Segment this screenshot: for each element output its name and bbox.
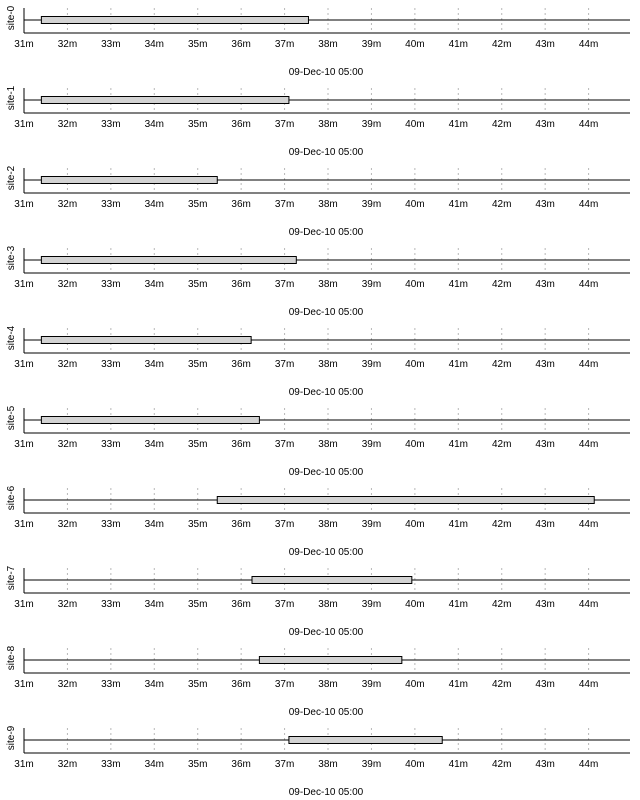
x-axis-label: 09-Dec-10 05:00 bbox=[288, 307, 364, 318]
tick-label: 43m bbox=[535, 199, 555, 210]
tick-label: 40m bbox=[405, 439, 425, 450]
tick-label: 37m bbox=[274, 119, 295, 130]
tick-label: 43m bbox=[535, 759, 555, 770]
x-axis-label: 09-Dec-10 05:00 bbox=[288, 467, 364, 478]
tick-label: 43m bbox=[535, 599, 555, 610]
tick-label: 34m bbox=[144, 599, 165, 610]
x-axis-label: 09-Dec-10 05:00 bbox=[288, 627, 364, 638]
timeline-bar bbox=[217, 497, 594, 504]
timeline-panel bbox=[6, 565, 630, 638]
tick-label: 41m bbox=[448, 359, 469, 370]
tick-label: 38m bbox=[318, 39, 338, 50]
tick-label: 37m bbox=[274, 359, 295, 370]
tick-label: 36m bbox=[231, 759, 251, 770]
tick-label: 38m bbox=[318, 519, 338, 530]
tick-label: 36m bbox=[231, 599, 251, 610]
site-label: site-8 bbox=[6, 645, 17, 671]
tick-label: 35m bbox=[187, 199, 208, 210]
timeline-bar bbox=[41, 17, 308, 24]
tick-label: 40m bbox=[405, 119, 425, 130]
tick-label: 31m bbox=[14, 679, 34, 690]
tick-label: 33m bbox=[101, 679, 121, 690]
tick-label: 31m bbox=[14, 199, 34, 210]
tick-label: 33m bbox=[101, 39, 121, 50]
timeline-panel bbox=[6, 85, 630, 158]
timeline-bar bbox=[289, 737, 442, 744]
tick-label: 39m bbox=[361, 599, 382, 610]
tick-label: 42m bbox=[492, 759, 512, 770]
tick-label: 41m bbox=[448, 759, 469, 770]
tick-label: 36m bbox=[231, 519, 251, 530]
tick-label: 43m bbox=[535, 119, 555, 130]
timeline-panel bbox=[6, 165, 630, 238]
tick-label: 39m bbox=[361, 679, 382, 690]
tick-label: 38m bbox=[318, 199, 338, 210]
timeline-bar bbox=[41, 417, 259, 424]
tick-label: 35m bbox=[187, 359, 208, 370]
tick-label: 44m bbox=[578, 359, 599, 370]
tick-label: 39m bbox=[361, 359, 382, 370]
site-label: site-3 bbox=[6, 245, 17, 271]
tick-label: 38m bbox=[318, 679, 338, 690]
tick-label: 42m bbox=[492, 39, 512, 50]
tick-label: 33m bbox=[101, 519, 121, 530]
tick-label: 38m bbox=[318, 279, 338, 290]
tick-label: 37m bbox=[274, 759, 295, 770]
tick-label: 41m bbox=[448, 39, 469, 50]
tick-label: 39m bbox=[361, 439, 382, 450]
tick-label: 38m bbox=[318, 599, 338, 610]
tick-label: 44m bbox=[578, 39, 599, 50]
tick-label: 33m bbox=[101, 759, 121, 770]
tick-label: 37m bbox=[274, 439, 295, 450]
tick-label: 36m bbox=[231, 119, 251, 130]
tick-label: 38m bbox=[318, 359, 338, 370]
tick-label: 40m bbox=[405, 679, 425, 690]
tick-label: 40m bbox=[405, 599, 425, 610]
tick-label: 37m bbox=[274, 679, 295, 690]
tick-label: 40m bbox=[405, 359, 425, 370]
tick-label: 37m bbox=[274, 519, 295, 530]
timeline-panel bbox=[6, 5, 630, 78]
tick-label: 34m bbox=[144, 359, 165, 370]
tick-label: 40m bbox=[405, 279, 425, 290]
tick-label: 31m bbox=[14, 599, 34, 610]
tick-label: 32m bbox=[57, 759, 78, 770]
tick-label: 37m bbox=[274, 279, 295, 290]
tick-label: 34m bbox=[144, 39, 165, 50]
tick-label: 33m bbox=[101, 279, 121, 290]
tick-label: 35m bbox=[187, 119, 208, 130]
tick-label: 35m bbox=[187, 759, 208, 770]
site-label: site-1 bbox=[6, 85, 17, 111]
timeline-bar bbox=[41, 337, 251, 344]
tick-label: 35m bbox=[187, 439, 208, 450]
tick-label: 36m bbox=[231, 439, 251, 450]
tick-label: 44m bbox=[578, 279, 599, 290]
site-label: site-5 bbox=[6, 405, 17, 431]
tick-label: 37m bbox=[274, 39, 295, 50]
tick-label: 35m bbox=[187, 279, 208, 290]
tick-label: 31m bbox=[14, 759, 34, 770]
tick-label: 31m bbox=[14, 439, 34, 450]
tick-label: 34m bbox=[144, 679, 165, 690]
tick-label: 34m bbox=[144, 119, 165, 130]
tick-label: 32m bbox=[57, 439, 78, 450]
tick-label: 42m bbox=[492, 599, 512, 610]
tick-label: 35m bbox=[187, 519, 208, 530]
timeline-bar bbox=[259, 657, 401, 664]
tick-label: 37m bbox=[274, 199, 295, 210]
tick-label: 41m bbox=[448, 199, 469, 210]
tick-label: 32m bbox=[57, 599, 78, 610]
tick-label: 32m bbox=[57, 119, 78, 130]
tick-label: 41m bbox=[448, 119, 469, 130]
tick-label: 44m bbox=[578, 679, 599, 690]
tick-label: 42m bbox=[492, 199, 512, 210]
tick-label: 31m bbox=[14, 119, 34, 130]
tick-label: 34m bbox=[144, 439, 165, 450]
tick-label: 36m bbox=[231, 279, 251, 290]
tick-label: 38m bbox=[318, 439, 338, 450]
tick-label: 38m bbox=[318, 119, 338, 130]
tick-label: 39m bbox=[361, 759, 382, 770]
timeline-panel bbox=[6, 645, 630, 718]
timeline-panel bbox=[6, 725, 630, 798]
tick-label: 40m bbox=[405, 519, 425, 530]
timeline-bar bbox=[252, 577, 412, 584]
tick-label: 33m bbox=[101, 439, 121, 450]
tick-label: 43m bbox=[535, 359, 555, 370]
tick-label: 36m bbox=[231, 39, 251, 50]
tick-label: 43m bbox=[535, 519, 555, 530]
tick-label: 32m bbox=[57, 199, 78, 210]
tick-label: 42m bbox=[492, 519, 512, 530]
tick-label: 39m bbox=[361, 519, 382, 530]
site-label: site-7 bbox=[6, 565, 17, 591]
tick-label: 36m bbox=[231, 679, 251, 690]
site-label: site-4 bbox=[6, 325, 17, 351]
tick-label: 31m bbox=[14, 519, 34, 530]
tick-label: 41m bbox=[448, 439, 469, 450]
tick-label: 34m bbox=[144, 519, 165, 530]
x-axis-label: 09-Dec-10 05:00 bbox=[288, 67, 364, 78]
tick-label: 40m bbox=[405, 39, 425, 50]
tick-label: 34m bbox=[144, 759, 165, 770]
tick-label: 38m bbox=[318, 759, 338, 770]
site-label: site-9 bbox=[6, 725, 17, 751]
tick-label: 44m bbox=[578, 599, 599, 610]
tick-label: 33m bbox=[101, 119, 121, 130]
tick-label: 41m bbox=[448, 519, 469, 530]
site-label: site-2 bbox=[6, 165, 17, 191]
site-label: site-0 bbox=[6, 5, 17, 31]
tick-label: 40m bbox=[405, 199, 425, 210]
tick-label: 41m bbox=[448, 279, 469, 290]
tick-label: 32m bbox=[57, 279, 78, 290]
timeline-bar bbox=[41, 97, 289, 104]
tick-label: 40m bbox=[405, 759, 425, 770]
tick-label: 43m bbox=[535, 679, 555, 690]
tick-label: 36m bbox=[231, 199, 251, 210]
site-label: site-6 bbox=[6, 485, 17, 511]
tick-label: 32m bbox=[57, 519, 78, 530]
tick-label: 41m bbox=[448, 679, 469, 690]
tick-label: 44m bbox=[578, 759, 599, 770]
x-axis-label: 09-Dec-10 05:00 bbox=[288, 147, 364, 158]
tick-label: 39m bbox=[361, 119, 382, 130]
timeline-bar bbox=[41, 177, 217, 184]
timeline-panel bbox=[6, 325, 630, 398]
x-axis-label: 09-Dec-10 05:00 bbox=[288, 707, 364, 718]
timeline-panel bbox=[6, 485, 630, 558]
tick-label: 37m bbox=[274, 599, 295, 610]
tick-label: 44m bbox=[578, 199, 599, 210]
tick-label: 42m bbox=[492, 679, 512, 690]
x-axis-label: 09-Dec-10 05:00 bbox=[288, 227, 364, 238]
tick-label: 43m bbox=[535, 39, 555, 50]
tick-label: 35m bbox=[187, 599, 208, 610]
tick-label: 42m bbox=[492, 119, 512, 130]
timeline-panel bbox=[6, 405, 630, 478]
tick-label: 44m bbox=[578, 119, 599, 130]
tick-label: 32m bbox=[57, 359, 78, 370]
tick-label: 33m bbox=[101, 199, 121, 210]
tick-label: 39m bbox=[361, 39, 382, 50]
tick-label: 34m bbox=[144, 199, 165, 210]
tick-label: 34m bbox=[144, 279, 165, 290]
tick-label: 36m bbox=[231, 359, 251, 370]
tick-label: 31m bbox=[14, 279, 34, 290]
tick-label: 43m bbox=[535, 279, 555, 290]
tick-label: 35m bbox=[187, 679, 208, 690]
timeline-panel bbox=[6, 245, 630, 318]
tick-label: 42m bbox=[492, 439, 512, 450]
timeline-bar bbox=[41, 257, 296, 264]
tick-label: 44m bbox=[578, 439, 599, 450]
tick-label: 32m bbox=[57, 39, 78, 50]
tick-label: 41m bbox=[448, 599, 469, 610]
tick-label: 32m bbox=[57, 679, 78, 690]
tick-label: 31m bbox=[14, 359, 34, 370]
x-axis-label: 09-Dec-10 05:00 bbox=[288, 787, 364, 798]
x-axis-label: 09-Dec-10 05:00 bbox=[288, 387, 364, 398]
tick-label: 33m bbox=[101, 599, 121, 610]
tick-label: 31m bbox=[14, 39, 34, 50]
tick-label: 39m bbox=[361, 279, 382, 290]
tick-label: 42m bbox=[492, 279, 512, 290]
x-axis-label: 09-Dec-10 05:00 bbox=[288, 547, 364, 558]
tick-label: 39m bbox=[361, 199, 382, 210]
tick-label: 44m bbox=[578, 519, 599, 530]
tick-label: 42m bbox=[492, 359, 512, 370]
tick-label: 43m bbox=[535, 439, 555, 450]
tick-label: 33m bbox=[101, 359, 121, 370]
tick-label: 35m bbox=[187, 39, 208, 50]
